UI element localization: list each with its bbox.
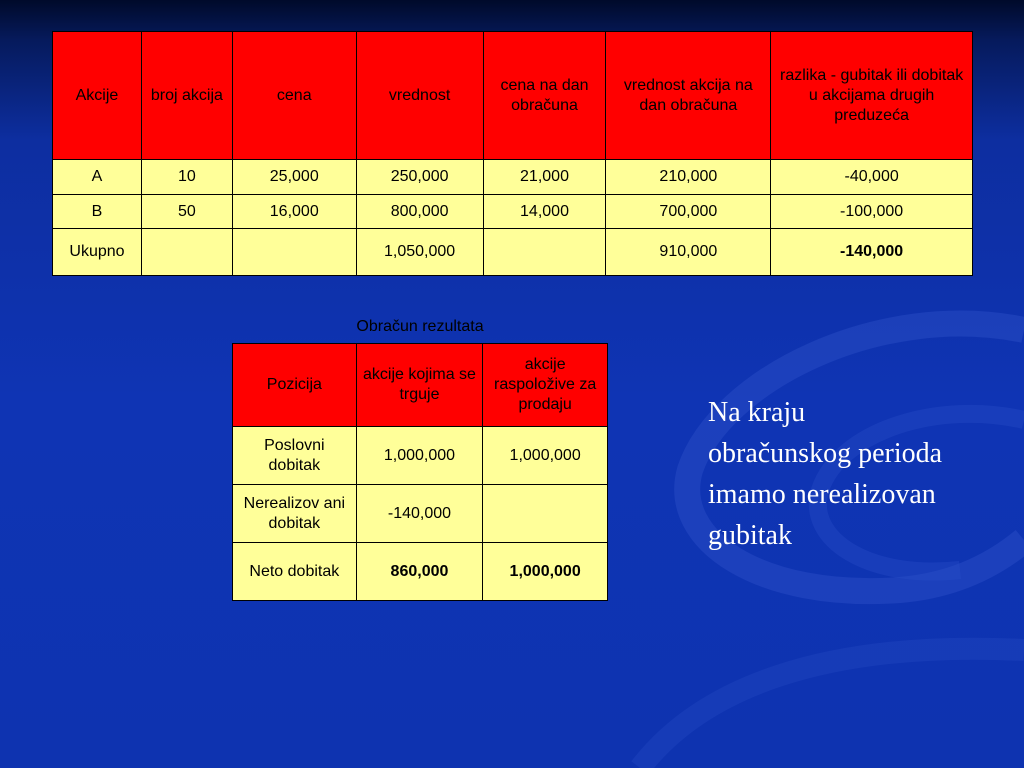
table-row [233,427,608,485]
side-note-text: Na kraju obračunskog perioda imamo nerealizovan gubitak [708,397,943,551]
total-row [53,229,973,276]
table-row [53,160,973,195]
table-cell: 210,000 [606,160,771,195]
results-table-header-row [233,344,608,427]
table-cell [483,485,608,543]
table-cell: A [53,160,142,195]
results-caption: Obračun rezultata [356,318,484,335]
table-cell: B [53,195,142,229]
table-cell [483,229,606,276]
table-cell [141,229,232,276]
shares-table [52,31,973,276]
total-difference-cell: -140,000 [771,229,973,276]
table-cell: 250,000 [356,160,483,195]
header-cell: broj akcija [141,32,232,160]
table-cell: 1,000,000 [483,427,608,485]
header-cell: Pozicija [233,344,357,427]
table-cell: Nerealizov ani dobitak [233,485,357,543]
net-profit-available-cell: 1,000,000 [483,543,608,601]
table-cell: Neto dobitak [233,543,357,601]
table-cell: -100,000 [771,195,973,229]
table-cell: Ukupno [53,229,142,276]
table-row [233,543,608,601]
table-cell: 1,050,000 [356,229,483,276]
table-cell: Poslovni dobitak [233,427,357,485]
table-cell: 25,000 [232,160,356,195]
header-cell: akcije raspoložive za prodaju [483,344,608,427]
table-cell: 50 [141,195,232,229]
header-cell: cena na dan obračuna [483,32,606,160]
net-profit-traded-cell: 860,000 [356,543,483,601]
header-cell: Akcije [53,32,142,160]
table-cell: 1,000,000 [356,427,483,485]
table-row [233,485,608,543]
table-cell: 14,000 [483,195,606,229]
results-table [232,343,608,601]
table-cell: 800,000 [356,195,483,229]
table-cell: -140,000 [356,485,483,543]
header-cell: razlika - gubitak ili dobitak u akcijama drugih preduzeća [771,32,973,160]
table-cell [232,229,356,276]
table-cell: 700,000 [606,195,771,229]
header-cell: akcije kojima se trguje [356,344,483,427]
table-cell: 16,000 [232,195,356,229]
table-cell: 910,000 [606,229,771,276]
header-cell: vrednost [356,32,483,160]
table-cell: 21,000 [483,160,606,195]
table-row [53,195,973,229]
shares-table-header-row [53,32,973,160]
table-cell: 10 [141,160,232,195]
header-cell: cena [232,32,356,160]
header-cell: vrednost akcija na dan obračuna [606,32,771,160]
table-cell: -40,000 [771,160,973,195]
